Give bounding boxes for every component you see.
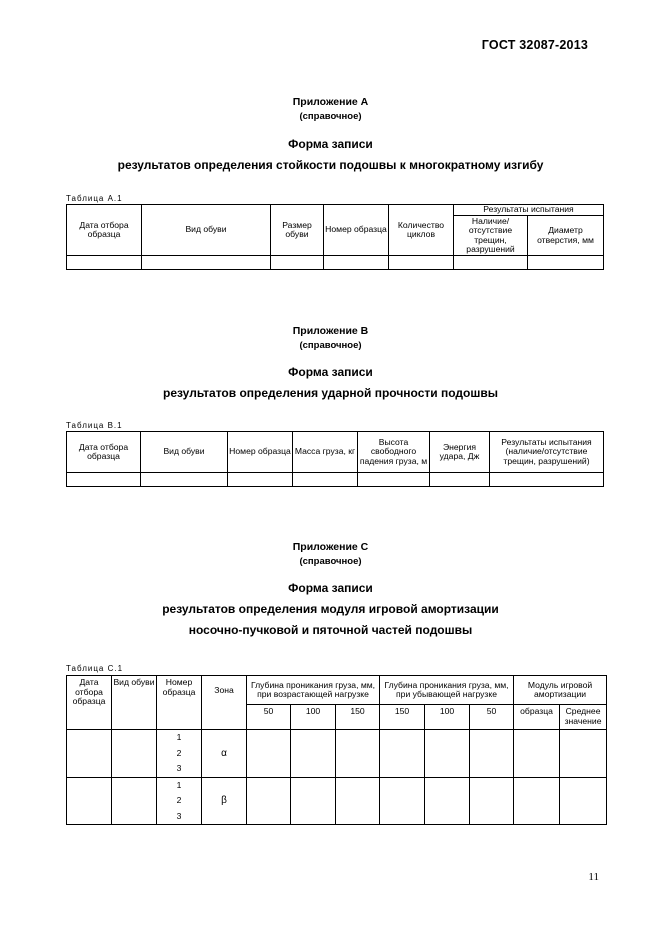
- sample-number: 3: [176, 763, 182, 773]
- table-row: [336, 777, 380, 825]
- col-sample-date: Дата отбора образца: [67, 205, 142, 256]
- appendix-b-label: Приложение В: [292, 325, 369, 337]
- col-sample-number: Номер образца: [324, 205, 389, 256]
- col-zone: Зона: [202, 676, 247, 730]
- col-sample-number: Номер образца: [228, 432, 293, 473]
- col-modulus-average: Среднее значение: [560, 705, 607, 730]
- table-row: [112, 777, 157, 825]
- table-row: [291, 730, 336, 778]
- col-footwear-type: Вид обуви: [142, 205, 271, 256]
- appendix-b-note: (справочное): [299, 340, 362, 351]
- document-code: ГОСТ 32087-2013: [481, 38, 588, 52]
- sample-number: 1: [176, 732, 182, 742]
- table-row: [247, 730, 291, 778]
- table-b1-caption: Таблица В.1: [66, 421, 123, 430]
- table-row: [324, 256, 389, 270]
- table-a1: [66, 204, 604, 270]
- zone-value: α: [202, 730, 247, 778]
- sample-numbers: [157, 730, 202, 778]
- col-modulus-sample: образца: [514, 705, 560, 730]
- col-hole-diameter: Диаметр отверстия, мм: [528, 216, 604, 256]
- col-load-mass: Масса груза, кг: [293, 432, 358, 473]
- table-b1: [66, 431, 604, 487]
- col-sample-number: Номер образца: [157, 676, 202, 730]
- table-row: [67, 777, 112, 825]
- col-sample-date: Дата отбора образца: [67, 432, 141, 473]
- table-c1: [66, 675, 607, 825]
- col-group-increasing-load: Глубина проникания груза, мм, при возрастающей нагрузке: [247, 676, 380, 705]
- appendix-c-subtitle: результатов определения модуля игровой амортизации: [162, 602, 499, 616]
- col-load-down-50: 50: [470, 705, 514, 730]
- appendix-a-title: Форма записи: [288, 137, 373, 151]
- col-footwear-size: Размер обуви: [271, 205, 324, 256]
- table-row: [336, 730, 380, 778]
- table-row: [358, 473, 430, 487]
- table-row: [514, 730, 560, 778]
- table-a1-caption: Таблица А.1: [66, 194, 123, 203]
- table-row: [228, 473, 293, 487]
- table-row: [490, 473, 604, 487]
- appendix-c-note: (справочное): [299, 556, 362, 567]
- table-row: [470, 730, 514, 778]
- col-drop-height: Высота свободного падения груза, м: [358, 432, 430, 473]
- col-cycles: Количество циклов: [389, 205, 454, 256]
- table-row: [112, 730, 157, 778]
- table-row: [67, 256, 142, 270]
- col-group-results: Результаты испытания: [454, 205, 604, 216]
- table-row: [67, 473, 141, 487]
- col-footwear-type: Вид обуви: [141, 432, 228, 473]
- table-row: [425, 730, 470, 778]
- appendix-a-label: Приложение А: [292, 96, 369, 108]
- table-row: [514, 777, 560, 825]
- table-row: [271, 256, 324, 270]
- appendix-b-title: Форма записи: [288, 365, 373, 379]
- appendix-c-subtitle-2: носочно-пучковой и пяточной частей подошвы: [188, 623, 473, 637]
- table-row: [380, 730, 425, 778]
- col-load-down-100: 100: [425, 705, 470, 730]
- appendix-a-note: (справочное): [299, 111, 362, 122]
- table-row: [142, 256, 271, 270]
- table-row: [389, 256, 454, 270]
- sample-number: 1: [176, 779, 182, 790]
- col-group-decreasing-load: Глубина проникания груза, мм, при убывающей нагрузке: [380, 676, 514, 705]
- page-number: 11: [588, 871, 599, 883]
- appendix-c-title: Форма записи: [288, 581, 373, 595]
- appendix-c-label: Приложение С: [292, 541, 369, 553]
- table-row: [528, 256, 604, 270]
- sample-number: 2: [176, 795, 182, 805]
- table-row: [560, 777, 607, 825]
- col-group-modulus: Модуль игровой амортизации: [514, 676, 607, 705]
- table-row: [470, 777, 514, 825]
- col-impact-energy: Энергия удара, Дж: [430, 432, 490, 473]
- col-cracks: Наличие/ отсутствие трещин, разрушений: [454, 216, 528, 256]
- table-c1-caption: Таблица С.1: [66, 664, 124, 673]
- table-row: [380, 777, 425, 825]
- col-test-results: Результаты испытания (наличие/отсутствие трещин, разрушений): [490, 432, 604, 473]
- table-row: [560, 730, 607, 778]
- zone-value: β: [202, 777, 247, 825]
- appendix-a-subtitle: результатов определения стойкости подошвы к многократному изгибу: [117, 158, 544, 172]
- sample-number: 3: [176, 810, 182, 821]
- table-row: [425, 777, 470, 825]
- table-row: [141, 473, 228, 487]
- table-row: [247, 777, 291, 825]
- table-row: [67, 730, 112, 778]
- table-row: [454, 256, 528, 270]
- table-row: [293, 473, 358, 487]
- sample-numbers: [157, 777, 202, 825]
- col-load-down-150: 150: [380, 705, 425, 730]
- table-row: [430, 473, 490, 487]
- col-load-up-100: 100: [291, 705, 336, 730]
- table-row: [291, 777, 336, 825]
- sample-number: 2: [176, 747, 182, 758]
- col-load-up-50: 50: [247, 705, 291, 730]
- col-load-up-150: 150: [336, 705, 380, 730]
- col-footwear-type: Вид обуви: [112, 676, 157, 730]
- col-sample-date: Дата отбора образца: [67, 676, 112, 730]
- appendix-b-subtitle: результатов определения ударной прочности подошвы: [163, 386, 498, 400]
